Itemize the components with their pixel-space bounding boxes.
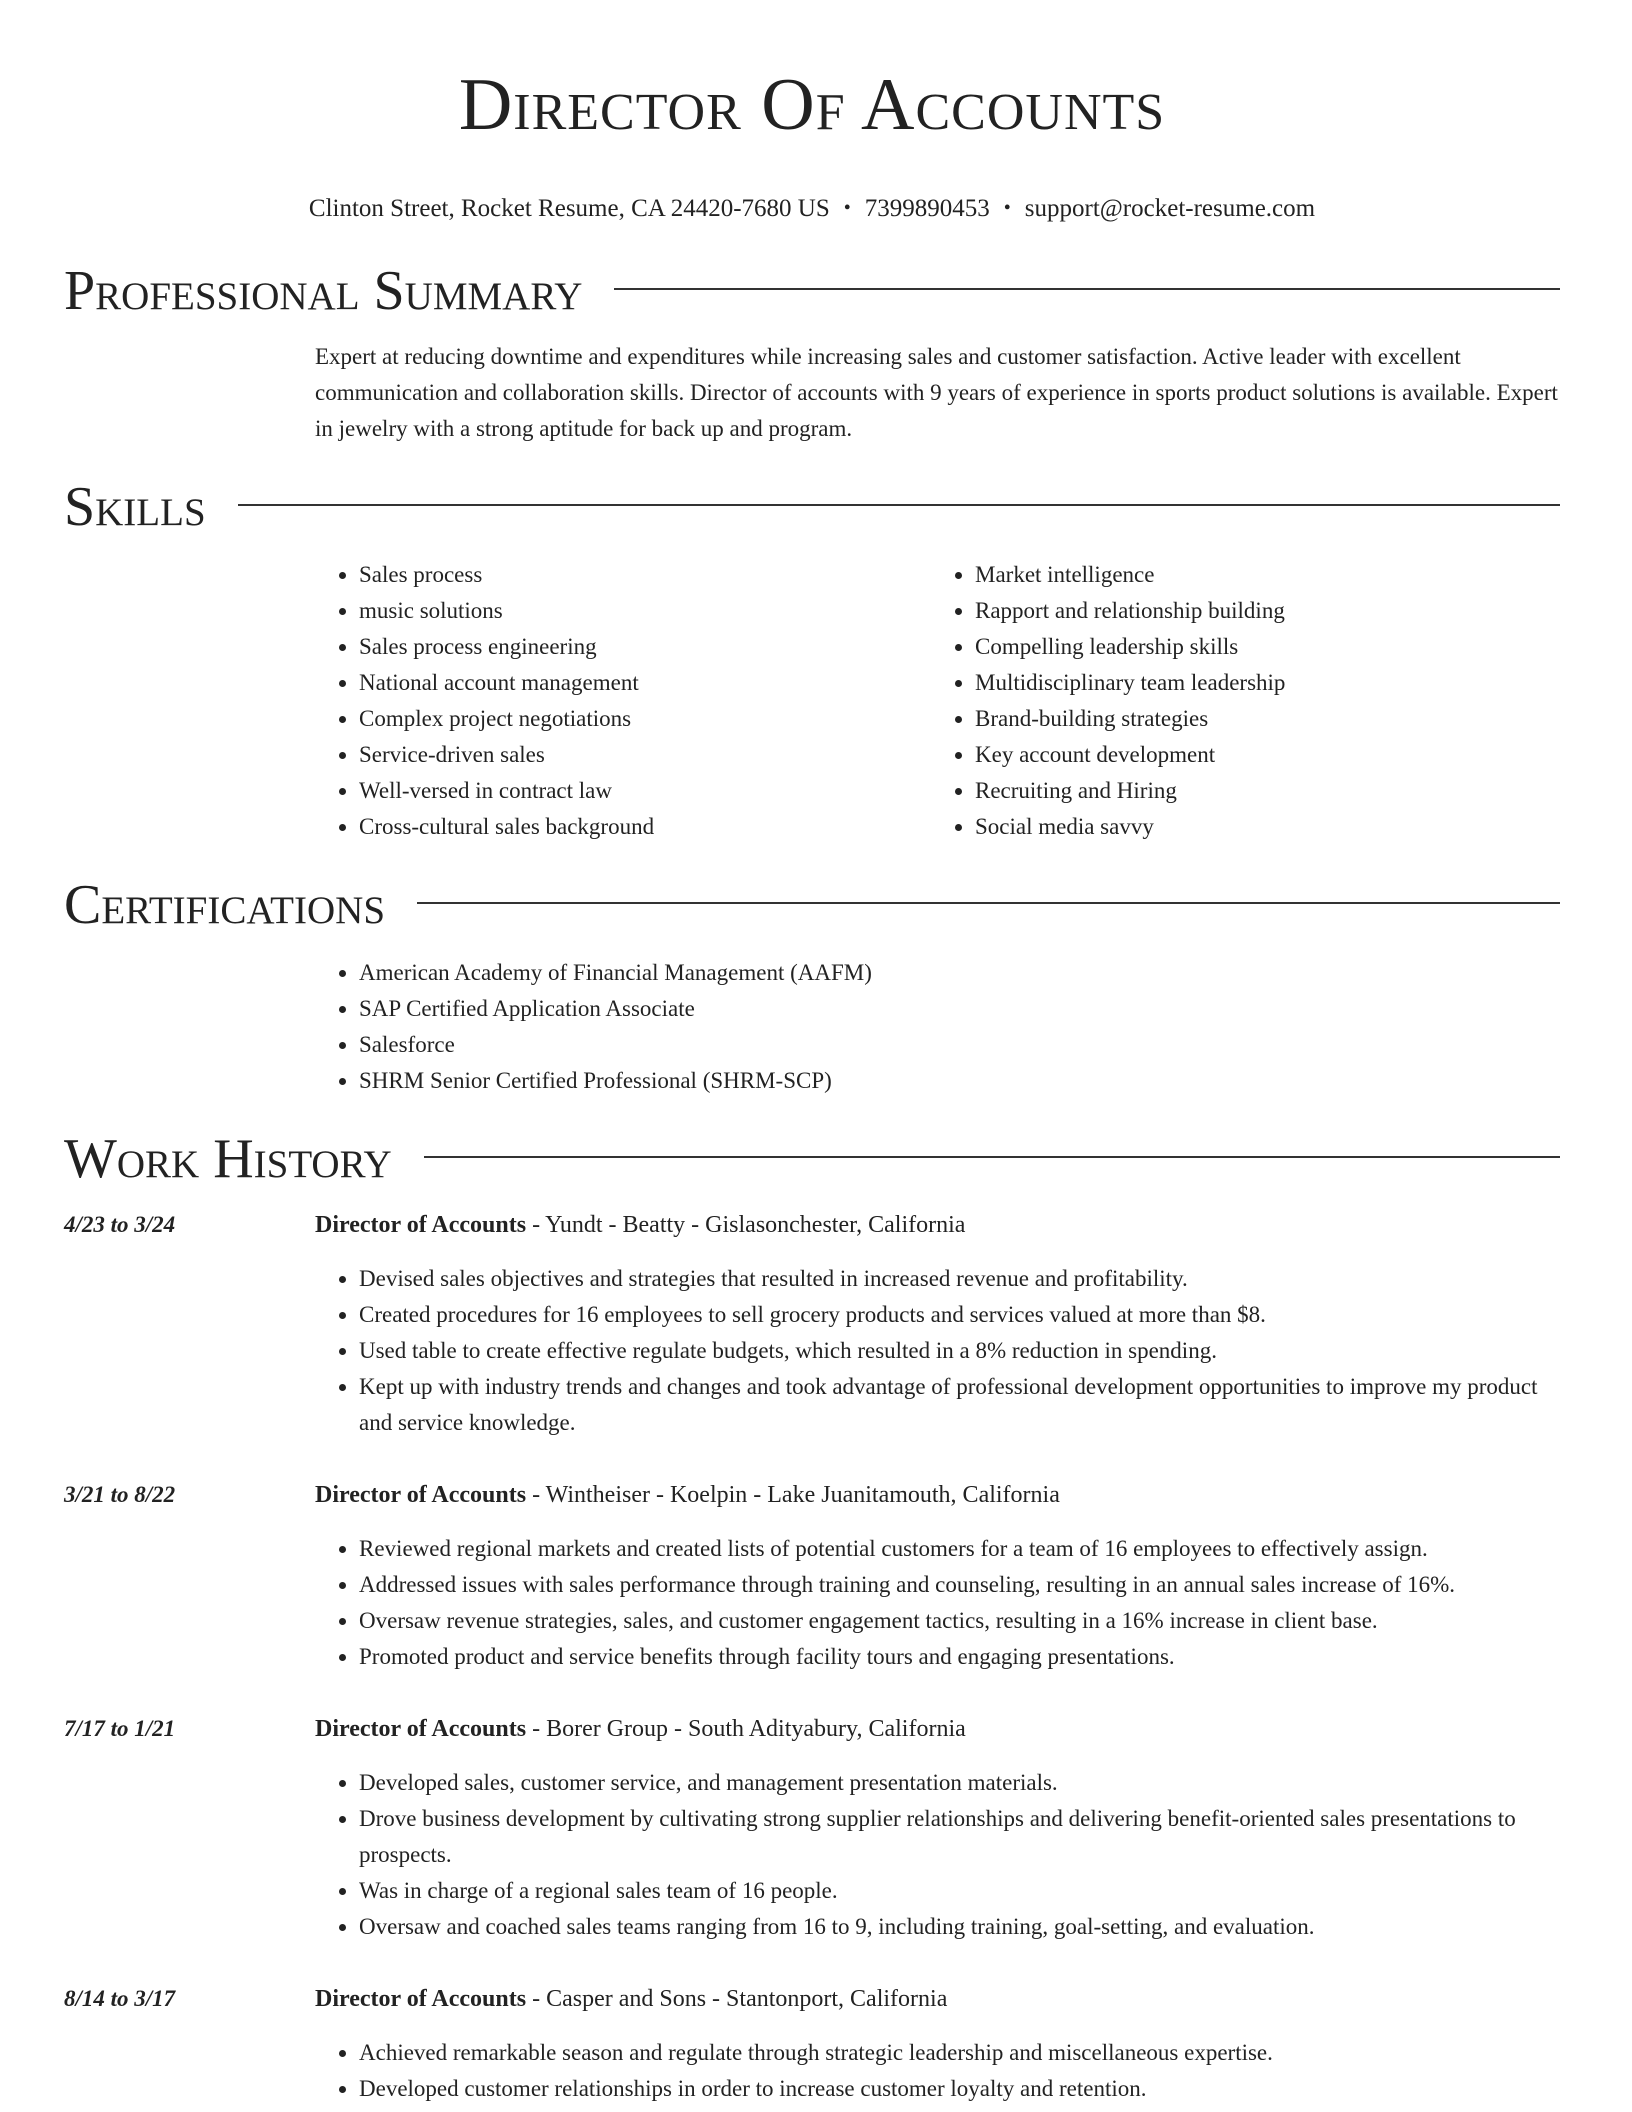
skills-list <box>315 557 931 845</box>
certifications-body <box>315 955 1560 1099</box>
skills-grid <box>315 557 1560 845</box>
skills-column-left <box>315 557 931 845</box>
job-dates: 4/23 to 3/24 <box>64 1212 176 1237</box>
job-role: Director of Accounts <box>315 1212 527 1238</box>
contact-line <box>64 194 1560 225</box>
summary-text: Expert at reducing downtime and expenditures while increasing sales and customer satisfaction. Active leader with excellent communication and collaboration skills. Director of accounts with 9 years of experience in sports product solutions is available. Expert in jewelry with a strong aptitude for back up and program. <box>315 344 1558 441</box>
job-bullets <box>315 2035 1560 2107</box>
job-dates: 8/14 to 3/17 <box>64 1986 176 2011</box>
skill-item: • Sales process engineering <box>359 629 931 665</box>
summary-section <box>64 261 1560 447</box>
job-bullets <box>315 1531 1560 1675</box>
job-details <box>315 1207 1560 1441</box>
job-title-line <box>315 1477 1560 1513</box>
section-divider <box>424 1156 1560 1158</box>
section-title: Skills <box>64 476 206 538</box>
certifications-heading <box>64 875 1560 935</box>
skill-item: • Sales process <box>359 557 931 593</box>
job-dates: 7/17 to 1/21 <box>64 1716 176 1741</box>
job-entry <box>64 1207 1560 1441</box>
job-role: Director of Accounts <box>315 1482 527 1508</box>
section-divider <box>238 504 1560 506</box>
work-history-heading <box>64 1129 1560 1189</box>
job-entry <box>64 1711 1560 1945</box>
section-title: Professional Summary <box>64 260 583 322</box>
skill-item: • Rapport and relationship building <box>975 593 1547 629</box>
skill-item: • National account management <box>359 665 931 701</box>
skill-item: • Well-versed in contract law <box>359 773 931 809</box>
skill-item: • Brand-building strategies <box>975 701 1547 737</box>
summary-body <box>315 339 1560 447</box>
contact-separator: • <box>843 197 851 219</box>
job-entry <box>64 1981 1560 2107</box>
certification-item: • SAP Certified Application Associate <box>359 991 1560 1027</box>
contact-email[interactable]: support@rocket-resume.com <box>1024 195 1316 222</box>
skill-item: • Key account development <box>975 737 1547 773</box>
section-title: Certifications <box>64 874 386 936</box>
job-employer-location: - Yundt - Beatty - Gislasonchester, California <box>526 1212 966 1238</box>
job-bullets <box>315 1765 1560 1945</box>
skill-item: • Market intelligence <box>975 557 1547 593</box>
work-history-section <box>64 1129 1560 2107</box>
job-bullet: • Kept up with industry trends and changes and took advantage of professional development opportunities to improve my product and service knowledge. <box>359 1369 1560 1441</box>
jobs-list <box>64 1207 1560 2107</box>
skill-item: • Recruiting and Hiring <box>975 773 1547 809</box>
job-bullet: • Achieved remarkable season and regulate through strategic leadership and miscellaneous expertise. <box>359 2035 1560 2071</box>
job-bullet: • Oversaw and coached sales teams ranging from 16 to 9, including training, goal-setting, and evaluation. <box>359 1909 1560 1945</box>
job-bullet: • Created procedures for 16 employees to sell grocery products and services valued at more than $8. <box>359 1297 1560 1333</box>
summary-heading <box>64 261 1560 321</box>
certification-item: • American Academy of Financial Management (AAFM) <box>359 955 1560 991</box>
job-bullet: • Reviewed regional markets and created lists of potential customers for a team of 16 employees to effectively assign. <box>359 1531 1560 1567</box>
job-employer-location: - Wintheiser - Koelpin - Lake Juanitamouth, California <box>526 1482 1060 1508</box>
resume-page <box>64 0 1560 2107</box>
job-entry <box>64 1477 1560 1675</box>
job-role: Director of Accounts <box>315 1986 527 2012</box>
skill-item: • Social media savvy <box>975 809 1547 845</box>
certification-item: • Salesforce <box>359 1027 1560 1063</box>
job-bullet: • Developed sales, customer service, and management presentation materials. <box>359 1765 1560 1801</box>
certifications-section <box>64 875 1560 1099</box>
certification-item: • SHRM Senior Certified Professional (SHRM-SCP) <box>359 1063 1560 1099</box>
skill-item: • Complex project negotiations <box>359 701 931 737</box>
skill-item: • Multidisciplinary team leadership <box>975 665 1547 701</box>
job-bullet: • Addressed issues with sales performance through training and counseling, resulting in an annual sales increase of 16%. <box>359 1567 1560 1603</box>
job-bullet: • Used table to create effective regulate budgets, which resulted in a 8% reduction in spending. <box>359 1333 1560 1369</box>
job-bullet: • Developed customer relationships in order to increase customer loyalty and retention. <box>359 2071 1560 2107</box>
skills-list <box>931 557 1547 845</box>
job-bullets <box>315 1261 1560 1441</box>
section-title: Work History <box>64 1128 392 1190</box>
job-title-line <box>315 1981 1560 2017</box>
job-details <box>315 1981 1560 2107</box>
contact-separator: • <box>1003 197 1011 219</box>
job-bullet: • Drove business development by cultivating strong supplier relationships and delivering benefit-oriented sales presentations to prospects. <box>359 1801 1560 1873</box>
skills-column-right <box>931 557 1547 845</box>
contact-address: Clinton Street, Rocket Resume, CA 24420-7680 US <box>308 195 830 222</box>
contact-phone: 7399890453 <box>864 195 990 222</box>
certifications-list <box>315 955 1560 1099</box>
section-divider <box>614 288 1560 290</box>
skills-heading <box>64 477 1560 537</box>
job-role: Director of Accounts <box>315 1716 527 1742</box>
job-bullet: • Promoted product and service benefits through facility tours and engaging presentations. <box>359 1639 1560 1675</box>
job-dates: 3/21 to 8/22 <box>64 1482 176 1507</box>
job-details <box>315 1477 1560 1675</box>
skill-item: • Cross-cultural sales background <box>359 809 931 845</box>
skill-item: • Compelling leadership skills <box>975 629 1547 665</box>
job-bullet: • Was in charge of a regional sales team of 16 people. <box>359 1873 1560 1909</box>
skill-item: • music solutions <box>359 593 931 629</box>
job-employer-location: - Casper and Sons - Stantonport, California <box>526 1986 948 2012</box>
job-bullet: • Oversaw revenue strategies, sales, and customer engagement tactics, resulting in a 16% increase in client base. <box>359 1603 1560 1639</box>
job-details <box>315 1711 1560 1945</box>
job-bullet: • Devised sales objectives and strategies that resulted in increased revenue and profitability. <box>359 1261 1560 1297</box>
section-divider <box>417 902 1560 904</box>
job-title-line <box>315 1207 1560 1243</box>
skills-section <box>64 477 1560 845</box>
candidate-name: Director Of Accounts <box>458 64 1166 146</box>
job-title-line <box>315 1711 1560 1747</box>
skill-item: • Service-driven sales <box>359 737 931 773</box>
job-employer-location: - Borer Group - South Adityabury, California <box>526 1716 966 1742</box>
